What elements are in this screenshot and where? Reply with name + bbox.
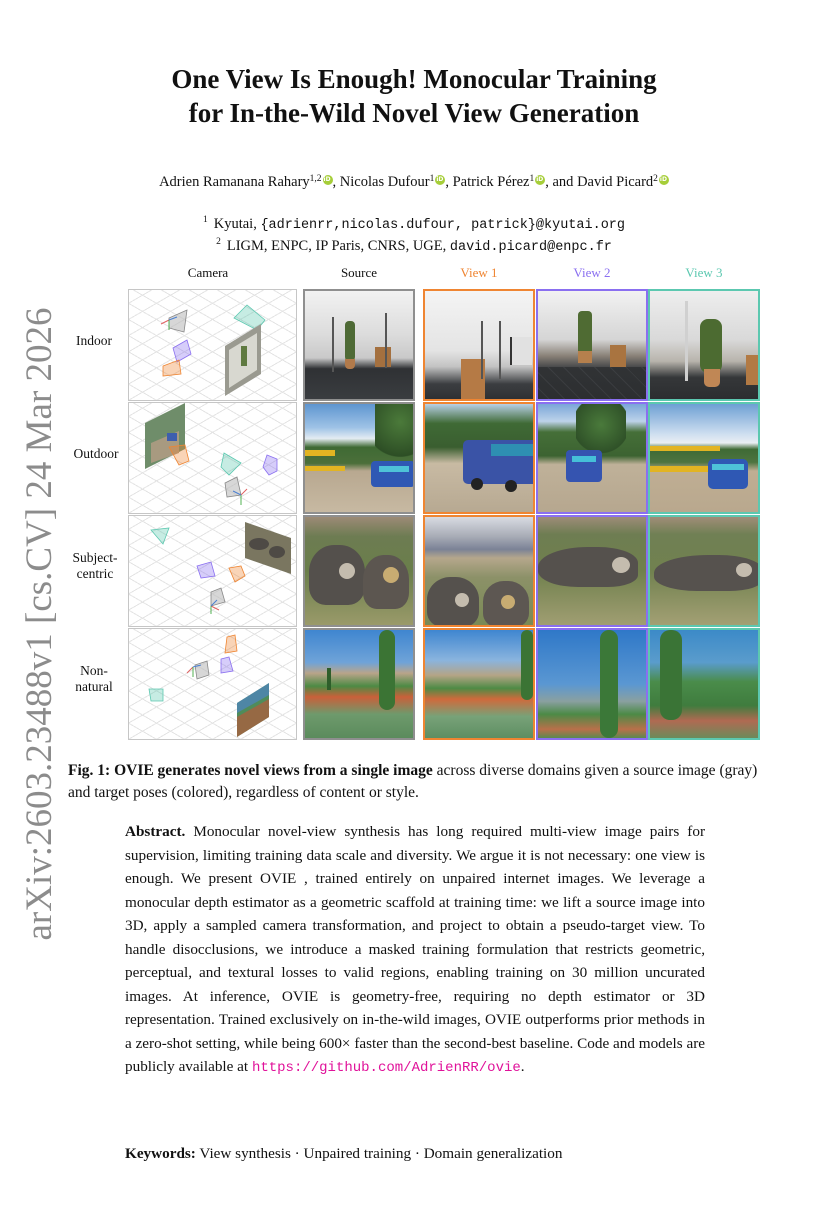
view1-image-outdoor: [423, 402, 535, 514]
arxiv-stamp: arXiv:2603.23488v1 [cs.CV] 24 Mar 2026: [19, 307, 60, 941]
affil-email[interactable]: david.picard@enpc.fr: [449, 240, 612, 255]
source-image-subject-centric: [303, 515, 415, 627]
col-header-source: Source: [340, 265, 378, 280]
author-name: Patrick Pérez: [452, 174, 530, 190]
view3-image-non-natural: [648, 628, 760, 740]
row-label-outdoor: Outdoor: [73, 446, 119, 461]
view3-image-indoor: [648, 289, 760, 401]
col-header-view3: View 3: [685, 265, 723, 280]
camera-diagram-indoor: [128, 289, 297, 401]
affil-email[interactable]: {adrienrr,nicolas.dufour, patrick}@kyutai.org: [260, 218, 626, 233]
affil-number: 2: [216, 237, 221, 247]
view1-image-non-natural: [423, 628, 535, 740]
view2-image-indoor: [536, 289, 648, 401]
abstract: Abstract. Monocular novel-view synthesis has long required multi-view image pairs for supervision, limiting training data scale and diversity. We argue it is not necessary: one view is enough. We present OVIE , trained entirely on unpaired internet images. We leverage a monocular depth estimator as a geometric scaffold at training time: we lift a source image into 3D, apply a sampled camera transformation, and project to obtain a pseudo-target view. To handle disocclusions, we introduce a masked training formulation that restricts geometric, perceptual, and textural losses to valid regions, enabling training on 30 million uncurated images. At inference, OVIE is geometry-free, requiring no depth estimator or 3D representation. Trained exclusively on in-the-wild images, OVIE outperforms prior methods in a zero-shot setting, while being 600× faster than the second-best baseline. Code and models are publicly available at https://github.com/AdrienRR/ovie.: [125, 823, 705, 1076]
view1-image-subject-centric: [423, 515, 535, 627]
author-affil-mark: 1,2: [309, 174, 322, 184]
author-affil-mark: 1: [429, 174, 435, 184]
camera-frustums-icon: [129, 629, 297, 740]
source-image-outdoor: [303, 402, 415, 514]
source-image-indoor: [303, 289, 415, 401]
view2-image-non-natural: [536, 628, 648, 740]
author-name: Adrien Ramanana Rahary: [159, 174, 310, 190]
affiliation-2: [0, 237, 828, 255]
abstract-text: Monocular novel-view synthesis has long required multi-view image pairs for supervision, limiting training data scale and diversity. We argue it is not necessary: one view is enough. We present OVIE , trained entirely on unpaired internet images. We leverage a monocular depth estimator as a geometric scaffold at training time: we lift a source image into 3D, apply a sampled camera transformation, and project to obtain a pseudo-target view. To handle disocclusions, we introduce a masked training formulation that restricts geometric, perceptual, and textural losses to valid regions, enabling training on 30 million uncurated images. At inference, OVIE is geometry-free, requiring no depth estimator or 3D representation. Trained exclusively on in-the-wild images, OVIE outperforms prior methods in a zero-shot setting, while being 600× faster than the second-best baseline. Code and models are publicly available at: [125, 823, 705, 1075]
keywords: [125, 1145, 725, 1163]
paper-title: [0, 62, 828, 130]
row-label-indoor: Indoor: [76, 333, 112, 348]
author-name: David Picard: [577, 174, 654, 190]
author-separator: ,: [332, 174, 340, 190]
figure-caption: [68, 760, 768, 804]
camera-diagram-non-natural: [128, 628, 297, 740]
orcid-icon[interactable]: [435, 175, 445, 185]
col-header-view1: View 1: [460, 265, 498, 280]
orcid-icon[interactable]: [535, 175, 545, 185]
author-separator: , and: [545, 174, 578, 190]
title-line-1: One View Is Enough! Monocular Training: [171, 64, 657, 94]
title-line-2: for In-the-Wild Novel View Generation: [188, 98, 640, 128]
view3-image-subject-centric: [648, 515, 760, 627]
caption-label: Fig. 1:: [68, 762, 111, 779]
col-header-camera: Camera: [187, 265, 229, 280]
author-list: [0, 174, 828, 191]
affil-text: Kyutai,: [213, 216, 261, 232]
abstract-label: Abstract.: [125, 823, 186, 840]
view2-image-outdoor: [536, 402, 648, 514]
orcid-icon[interactable]: [323, 175, 333, 185]
col-header-view2: View 2: [573, 265, 611, 280]
caption-bold: OVIE generates novel views from a single image: [110, 762, 433, 779]
source-image-non-natural: [303, 628, 415, 740]
view1-image-indoor: [423, 289, 535, 401]
view3-image-outdoor: [648, 402, 760, 514]
orcid-icon[interactable]: [659, 175, 669, 185]
camera-frustums-icon: [129, 290, 297, 401]
code-link[interactable]: https://github.com/AdrienRR/ovie: [251, 1060, 521, 1076]
keywords-text: View synthesis · Unpaired training · Domain generalization: [195, 1145, 563, 1162]
affil-text: LIGM, ENPC, IP Paris, CNRS, UGE,: [226, 238, 450, 254]
author-affil-mark: 1: [529, 174, 535, 184]
camera-frustums-icon: [129, 516, 297, 627]
caption-text: across diverse domains given a source image (gray) and target poses (colored), regardless of content or style.: [68, 762, 758, 801]
affiliation-1: [0, 215, 828, 233]
keywords-label: Keywords:: [125, 1145, 196, 1162]
row-label-subject-centric: Subject- centric: [72, 550, 118, 581]
affil-number: 1: [202, 215, 208, 225]
camera-diagram-outdoor: [128, 402, 297, 514]
author-name: Nicolas Dufour: [339, 174, 430, 190]
camera-frustums-icon: [129, 403, 297, 514]
view2-image-subject-centric: [536, 515, 648, 627]
author-separator: ,: [445, 174, 453, 190]
author-affil-mark: 2: [653, 174, 658, 184]
row-label-non-natural: Non- natural: [75, 663, 113, 694]
camera-diagram-subject-centric: [128, 515, 297, 627]
